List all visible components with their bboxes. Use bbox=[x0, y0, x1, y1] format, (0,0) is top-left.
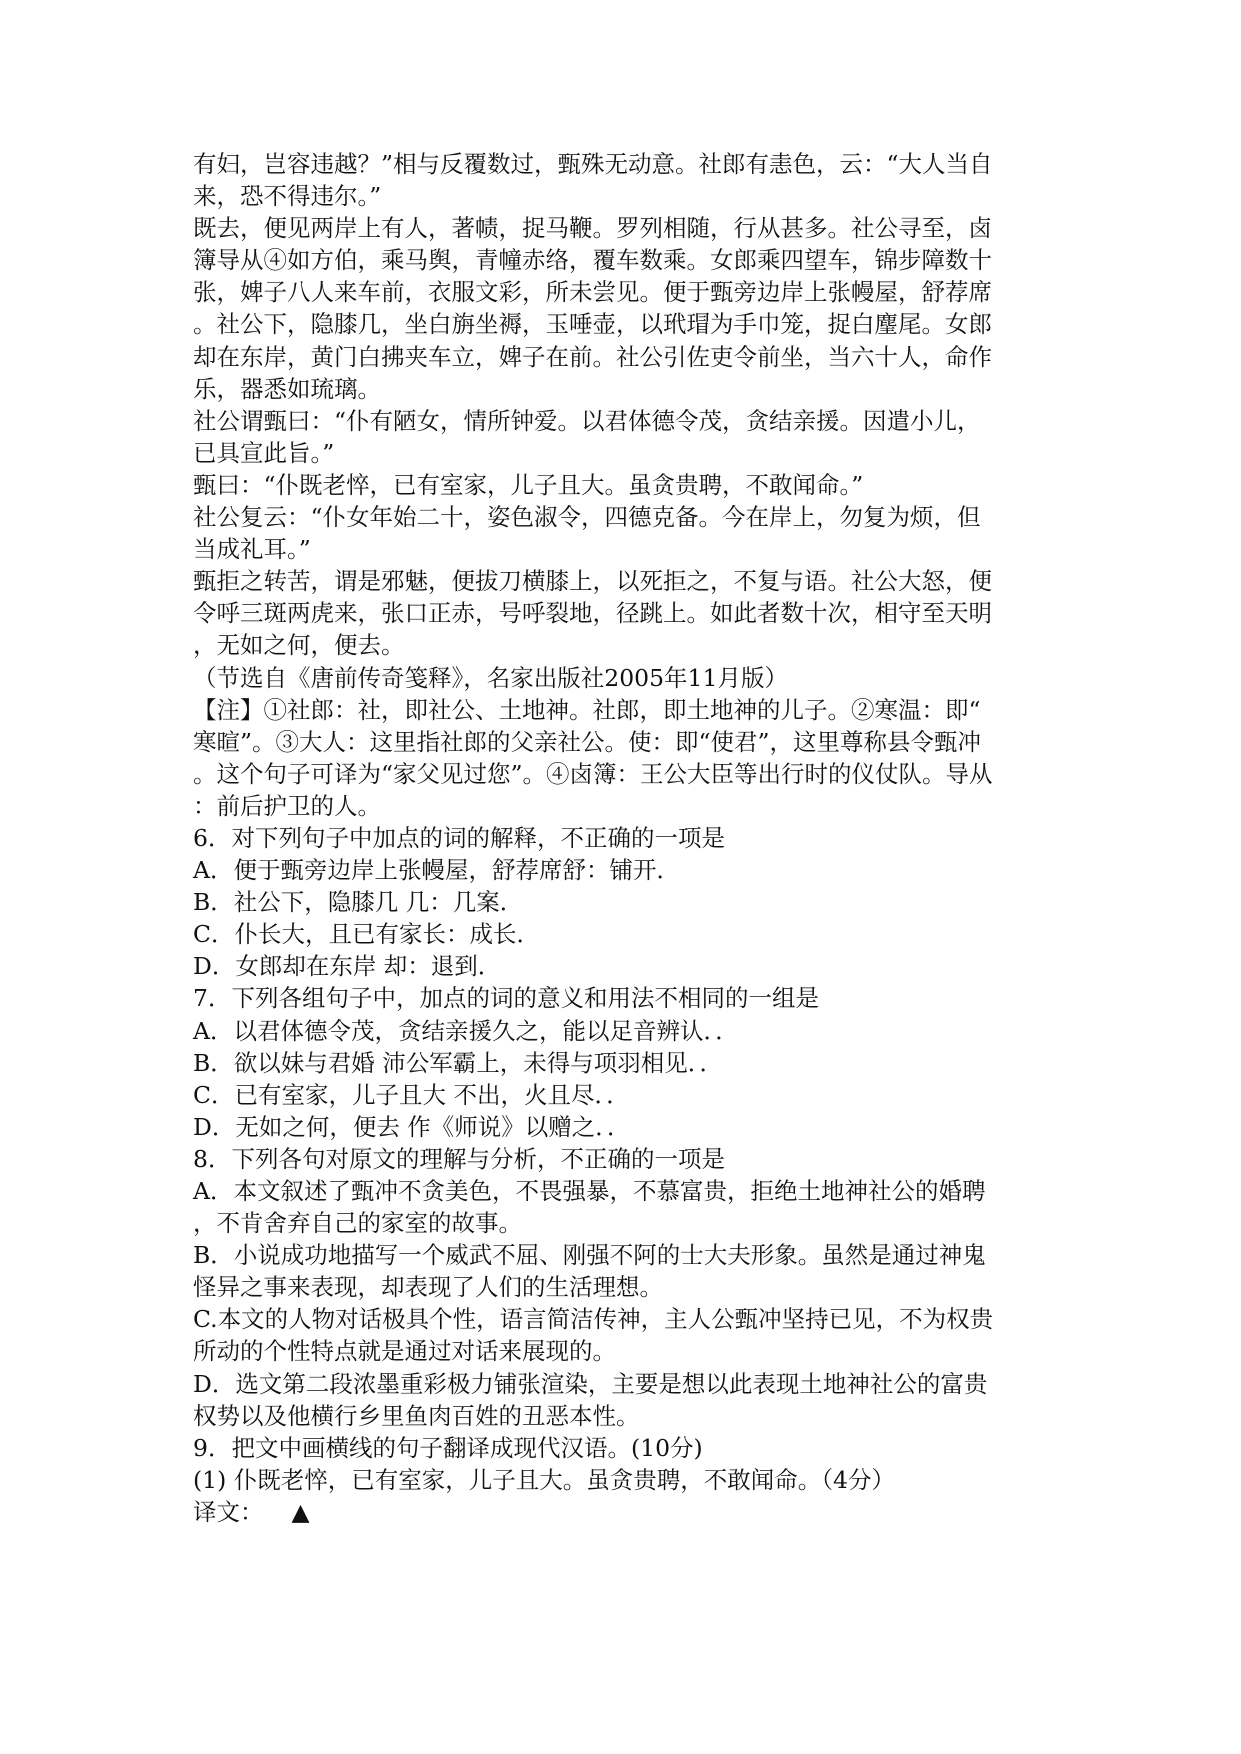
triangle-icon: ▲ bbox=[291, 1497, 310, 1526]
question-8: 8．下列各句对原文的理解与分析，不正确的一项是 bbox=[193, 1144, 725, 1173]
option-line: A．以君体德令茂，贪结亲援久之，能以足音辨认．． bbox=[193, 1016, 739, 1045]
source-citation: （节选自《唐前传奇笺释》，名家出版社2005年11月版） bbox=[193, 663, 788, 692]
option-line: C.本文的人物对话极具个性，语言简洁传神，主人公甄冲坚持已见，不为权贵 bbox=[193, 1305, 994, 1334]
text-line: 社公复云：“仆女年始二十，姿色淑令，四德克备。今在岸上，勿复为烦，但 bbox=[193, 503, 981, 532]
option-line: ，不肯舍弃自己的家室的故事。 bbox=[193, 1209, 522, 1238]
answer-label: 译文： bbox=[193, 1497, 264, 1526]
option-line: D．女郎却在东岸 却：退到． bbox=[193, 952, 502, 981]
option-line: B．小说成功地描写一个威武不屈、刚强不阿的士大夫形象。虽然是通过神鬼 bbox=[193, 1241, 986, 1270]
note-line: 【注】①社郎：社，即社公、土地神。社郎，即土地神的儿子。②寒温：即“ bbox=[193, 695, 981, 724]
text-line: ，无如之何，便去。 bbox=[193, 631, 405, 660]
text-line: 却在东岸，黄门白拂夹车立，婢子在前。社公引佐吏令前坐，当六十人，命作 bbox=[193, 342, 992, 371]
text-line: 甄曰：“仆既老悴，已有室家，儿子且大。虽贪贵聘，不敢闻命。” bbox=[193, 470, 864, 499]
question-9-part-1: (1) 仆既老悴，已有室家，儿子且大。虽贪贵聘，不敢闻命。（4分） bbox=[193, 1465, 895, 1494]
question-6: 6．对下列句子中加点的词的解释，不正确的一项是 bbox=[193, 823, 725, 852]
text-line: 甄拒之转苦，谓是邪魅，便拔刀横膝上，以死拒之，不复与语。社公大怒，便 bbox=[193, 567, 992, 596]
document-body bbox=[193, 148, 1055, 1528]
note-line: ：前后护卫的人。 bbox=[193, 791, 381, 820]
question-7: 7．下列各组句子中，加点的词的意义和用法不相同的一组是 bbox=[193, 984, 819, 1013]
text-line: 当成礼耳。” bbox=[193, 535, 311, 564]
text-line: 既去，便见两岸上有人，著帻，捉马鞭。罗列相随，行从甚多。社公寻至，卤 bbox=[193, 214, 992, 243]
option-line: 权势以及他横行乡里鱼肉百姓的丑恶本性。 bbox=[193, 1401, 640, 1430]
option-line: C．已有室家，儿子且大 不出，火且尽．． bbox=[193, 1080, 630, 1109]
text-line: 簿导从④如方伯，乘马舆，青幢赤络，覆车数乘。女郎乘四望车，锦步障数十 bbox=[193, 246, 992, 275]
text-line: 有妇，岂容违越？”相与反覆数过，甄殊无动意。社郎有恚色，云：“大人当自 bbox=[193, 150, 993, 178]
option-line: D．选文第二段浓墨重彩极力铺张渲染，主要是想以此表现土地神社公的富贵 bbox=[193, 1369, 988, 1398]
text-line: 已具宣此旨。” bbox=[193, 438, 335, 467]
answer-line bbox=[193, 1496, 1055, 1528]
option-line: 怪异之事来表现，却表现了人们的生活理想。 bbox=[193, 1273, 663, 1302]
option-line: A．本文叙述了甄冲不贪美色，不畏强暴，不慕富贵，拒绝土地神社公的婚聘 bbox=[193, 1177, 986, 1205]
text-line: 张，婢子八人来车前，衣服文彩，所未尝见。便于甄旁边岸上张幔屋，舒荐席 bbox=[193, 278, 992, 307]
note-line: 寒暄”。③大人：这里指社郎的父亲社公。使：即“使君”，这里尊称县令甄冲 bbox=[193, 727, 982, 756]
question-9: 9．把文中画横线的句子翻译成现代汉语。(10分) bbox=[193, 1433, 703, 1462]
text-line: 社公谓甄曰：“仆有陋女，情所钟爱。以君体德令茂，贪结亲援。因遣小儿， bbox=[193, 406, 981, 435]
option-line: A．便于甄旁边岸上张幔屋，舒荐席舒：铺开． bbox=[193, 856, 680, 885]
option-line: 所动的个性特点就是通过对话来展现的。 bbox=[193, 1337, 616, 1366]
text-line: 令呼三斑两虎来，张口正赤，号呼裂地，径跳上。如此者数十次，相守至天明 bbox=[193, 599, 992, 628]
text-line: 来，恐不得违尔。” bbox=[193, 182, 382, 211]
text-line: 。社公下，隐膝几，坐白旃坐褥，玉唾壶，以玳瑁为手巾笼，捉白麈尾。女郎 bbox=[193, 310, 992, 339]
option-line: C．仆长大，且已有家长：成长． bbox=[193, 920, 540, 949]
option-line: D．无如之何，便去 作《师说》以赠之．． bbox=[193, 1112, 631, 1141]
option-line: B．社公下，隐膝几 几：几案． bbox=[193, 888, 524, 917]
note-line: 。这个句子可译为“家父见过您”。④卤簿：王公大臣等出行时的仪仗队。导从 bbox=[193, 759, 993, 788]
option-line: B．欲以妹与君婚 沛公军霸上，未得与项羽相见．． bbox=[193, 1048, 723, 1077]
text-line: 乐，器悉如琉璃。 bbox=[193, 374, 381, 403]
